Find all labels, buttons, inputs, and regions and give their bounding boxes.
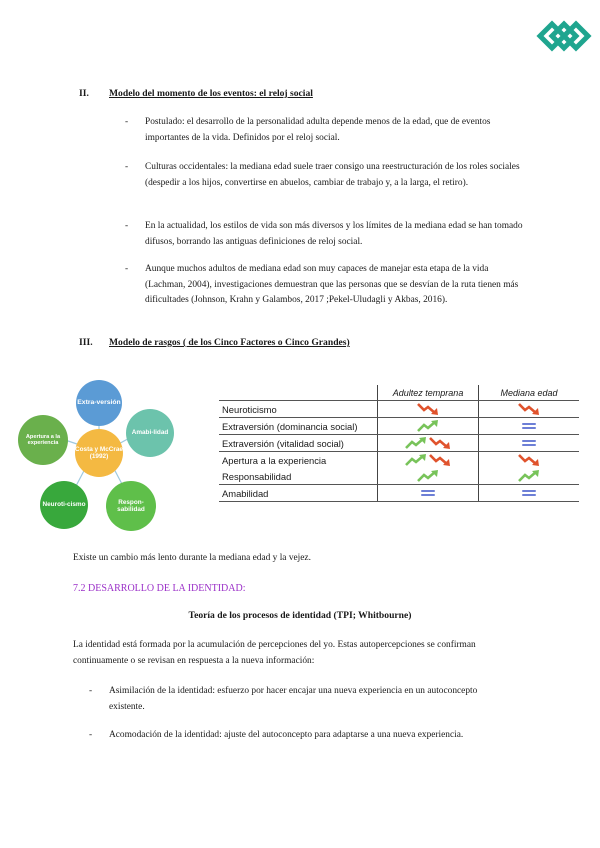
list-item: - En la actualidad, los estilos de vida son más diversos y los límites de la mediana edad se han tomado difusos, borrando las antiguas definiciones de reloj social.: [125, 221, 523, 247]
node-amabilidad: Amabi-lidad: [126, 409, 174, 457]
table-row: [219, 435, 579, 452]
note-text: Existe un cambio más lento durante la mediana edad y la vejez.: [73, 553, 311, 563]
trend-cell: [479, 435, 579, 452]
section-3-number: III.: [79, 337, 93, 348]
trend-cell: [378, 452, 479, 469]
trend-down-icon: [428, 453, 452, 467]
theory-subtitle: Teoría de los procesos de identidad (TPI; Whitbourne): [188, 610, 412, 621]
table-row: [219, 485, 579, 502]
trend-down-icon: [517, 402, 541, 416]
node-center: Costa y McCrae (1992): [75, 429, 123, 477]
list-item: - Postulado: el desarrollo de la personalidad adulta depende menos de la edad, que de eventos importantes de la vida. Definidos por el reloj social.: [125, 117, 491, 143]
trend-down-icon: [428, 436, 452, 450]
trend-cell: [378, 468, 479, 485]
node-responsabilidad: Respon-sabilidad: [106, 481, 156, 531]
table-row: [219, 401, 579, 418]
trend-down-icon: [416, 402, 440, 416]
list-item: - Aunque muchos adultos de mediana edad son muy capaces de manejar esta etapa de la vida (Lachman, 2004), investigaciones demuestran que las personas que se desvían de la ruta tienen más dificultades (Johnson, Krahn y Galambos, 2017 ;Pekel-Uludagli y Akbas, 2016).: [125, 264, 519, 305]
trend-equal-icon: [522, 439, 536, 447]
node-extraversion: Extra-versión: [76, 380, 122, 426]
trend-up-icon: [404, 436, 428, 450]
table-row: [219, 418, 579, 435]
trend-up-icon: [517, 469, 541, 483]
list-item: - Asimilación de la identidad: esfuerzo por hacer encajar una nueva experiencia en un autoconcepto existente.: [89, 686, 478, 712]
trait-label: Extraversión (vitalidad social): [219, 435, 378, 452]
logo-icon: [536, 14, 592, 58]
node-apertura: Apertura a la experiencia: [18, 415, 68, 465]
trend-equal-icon: [522, 422, 536, 430]
trend-cell: [479, 418, 579, 435]
table-header-middle: Mediana edad: [479, 385, 579, 401]
trend-down-icon: [517, 453, 541, 467]
trend-up-icon: [404, 453, 428, 467]
intro-paragraph: La identidad está formada por la acumulación de percepciones del yo. Estas autopercepciones se confirman continuamente o se revisan en respuesta a la nueva información:: [73, 640, 476, 666]
trend-cell: [378, 401, 479, 418]
list-item: - Acomodación de la identidad: ajuste del autoconcepto para adaptarse a una nueva experiencia.: [89, 730, 464, 740]
trait-label: Neuroticismo: [219, 401, 378, 418]
section-3-title: Modelo de rasgos ( de los Cinco Factores o Cinco Grandes): [109, 337, 350, 348]
table-row: [219, 452, 579, 469]
trend-cell: [479, 485, 579, 502]
section-2-number: II.: [79, 88, 89, 99]
trend-cell: [378, 485, 479, 502]
trait-label: Amabilidad: [219, 485, 378, 502]
trait-label: Extraversión (dominancia social): [219, 418, 378, 435]
trend-cell: [479, 452, 579, 469]
trend-equal-icon: [421, 489, 435, 497]
table-row: [219, 468, 579, 485]
trend-cell: [479, 468, 579, 485]
table-header-early: Adultez temprana: [378, 385, 479, 401]
trait-label: Apertura a la experiencia: [222, 454, 327, 466]
trend-cell: [378, 418, 479, 435]
trend-cell: [378, 435, 479, 452]
trait-label: Responsabilidad: [219, 468, 378, 485]
list-item: - Culturas occidentales: la mediana edad suele traer consigo una reestructuración de los roles sociales (despedir a los hijos, convertirse en abuelos, cambiar de trabajo y, a la larga, el retiro).: [125, 162, 520, 188]
section-7-2-heading: 7.2 DESARROLLO DE LA IDENTIDAD:: [73, 583, 246, 594]
trend-cell: [479, 401, 579, 418]
section-2-title: Modelo del momento de los eventos: el reloj social: [109, 88, 313, 99]
trend-up-icon: [416, 419, 440, 433]
table-header-trait: [219, 385, 378, 401]
trend-up-icon: [416, 469, 440, 483]
node-neuroticismo: Neuroti-cismo: [40, 481, 88, 529]
trend-equal-icon: [522, 489, 536, 497]
trait-table: [219, 385, 579, 502]
